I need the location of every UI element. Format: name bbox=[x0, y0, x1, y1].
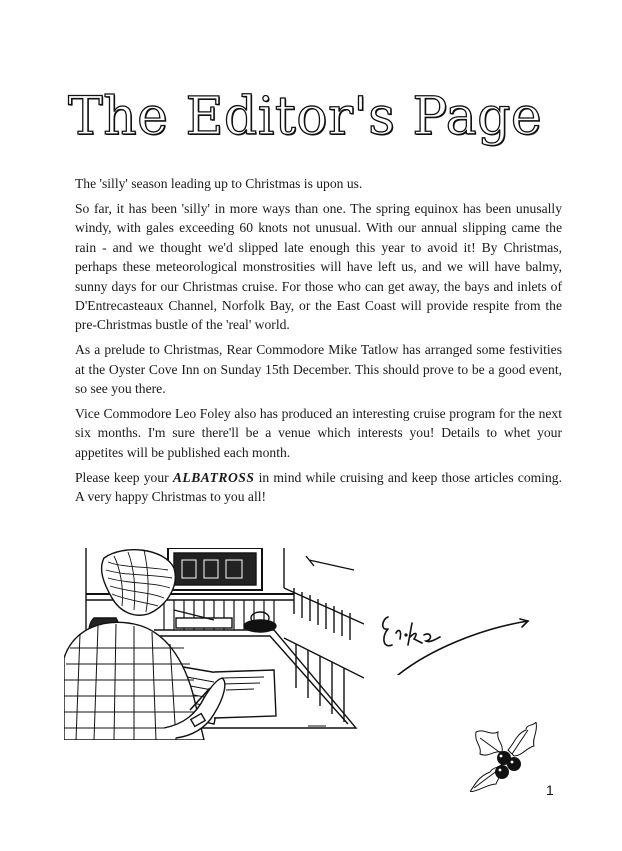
closing-text-after: in mind while cruising and keep those articles coming. A very happy Christmas to you all! bbox=[75, 469, 562, 505]
paragraph-intro: The 'silly' season leading up to Christmas is upon us. bbox=[75, 176, 363, 191]
paragraph-cruise-program: Vice Commodore Leo Foley also has produced an interesting cruise program for the next six months. I'm sure there'll be a venue which interests you! Details to whet your appetites will be published each month. bbox=[75, 405, 562, 460]
closing-text-before: Please keep your bbox=[75, 469, 173, 485]
paragraph-closing bbox=[75, 468, 562, 507]
page-title: The Editor's Page bbox=[68, 87, 543, 147]
person-at-chart-table-icon bbox=[64, 548, 364, 740]
magazine-name: ALBATROSS bbox=[172, 469, 255, 485]
paragraph-weather: So far, it has been 'silly' in more ways than one. The spring equinox has been unusally windy, with gales exceeding 60 knots not unusual. With our annual slipping came the rain - and we thought we'd slipped late enough this year to avoid it! By Christmas, perhaps these meteorological monstrosities will have left us, and we will have balmy, sunny days for our Christmas cruise. For those who can get away, the bays and inlets of D'Entrecasteaux Channel, Norfolk Bay, or the East Coast will provide respite from the pre-Christmas bustle of the 'real' world. bbox=[75, 200, 562, 333]
signature-erika-icon bbox=[378, 605, 538, 675]
paragraph-festivities: As a prelude to Christmas, Rear Commodore Mike Tatlow has arranged some festivities at the Oyster Cove Inn on Sunday 15th December. This should prove to be a good event, so see you there. bbox=[75, 342, 562, 397]
page-number: 1 bbox=[546, 782, 554, 798]
holly-icon bbox=[470, 722, 550, 792]
editorial-body bbox=[75, 174, 562, 512]
